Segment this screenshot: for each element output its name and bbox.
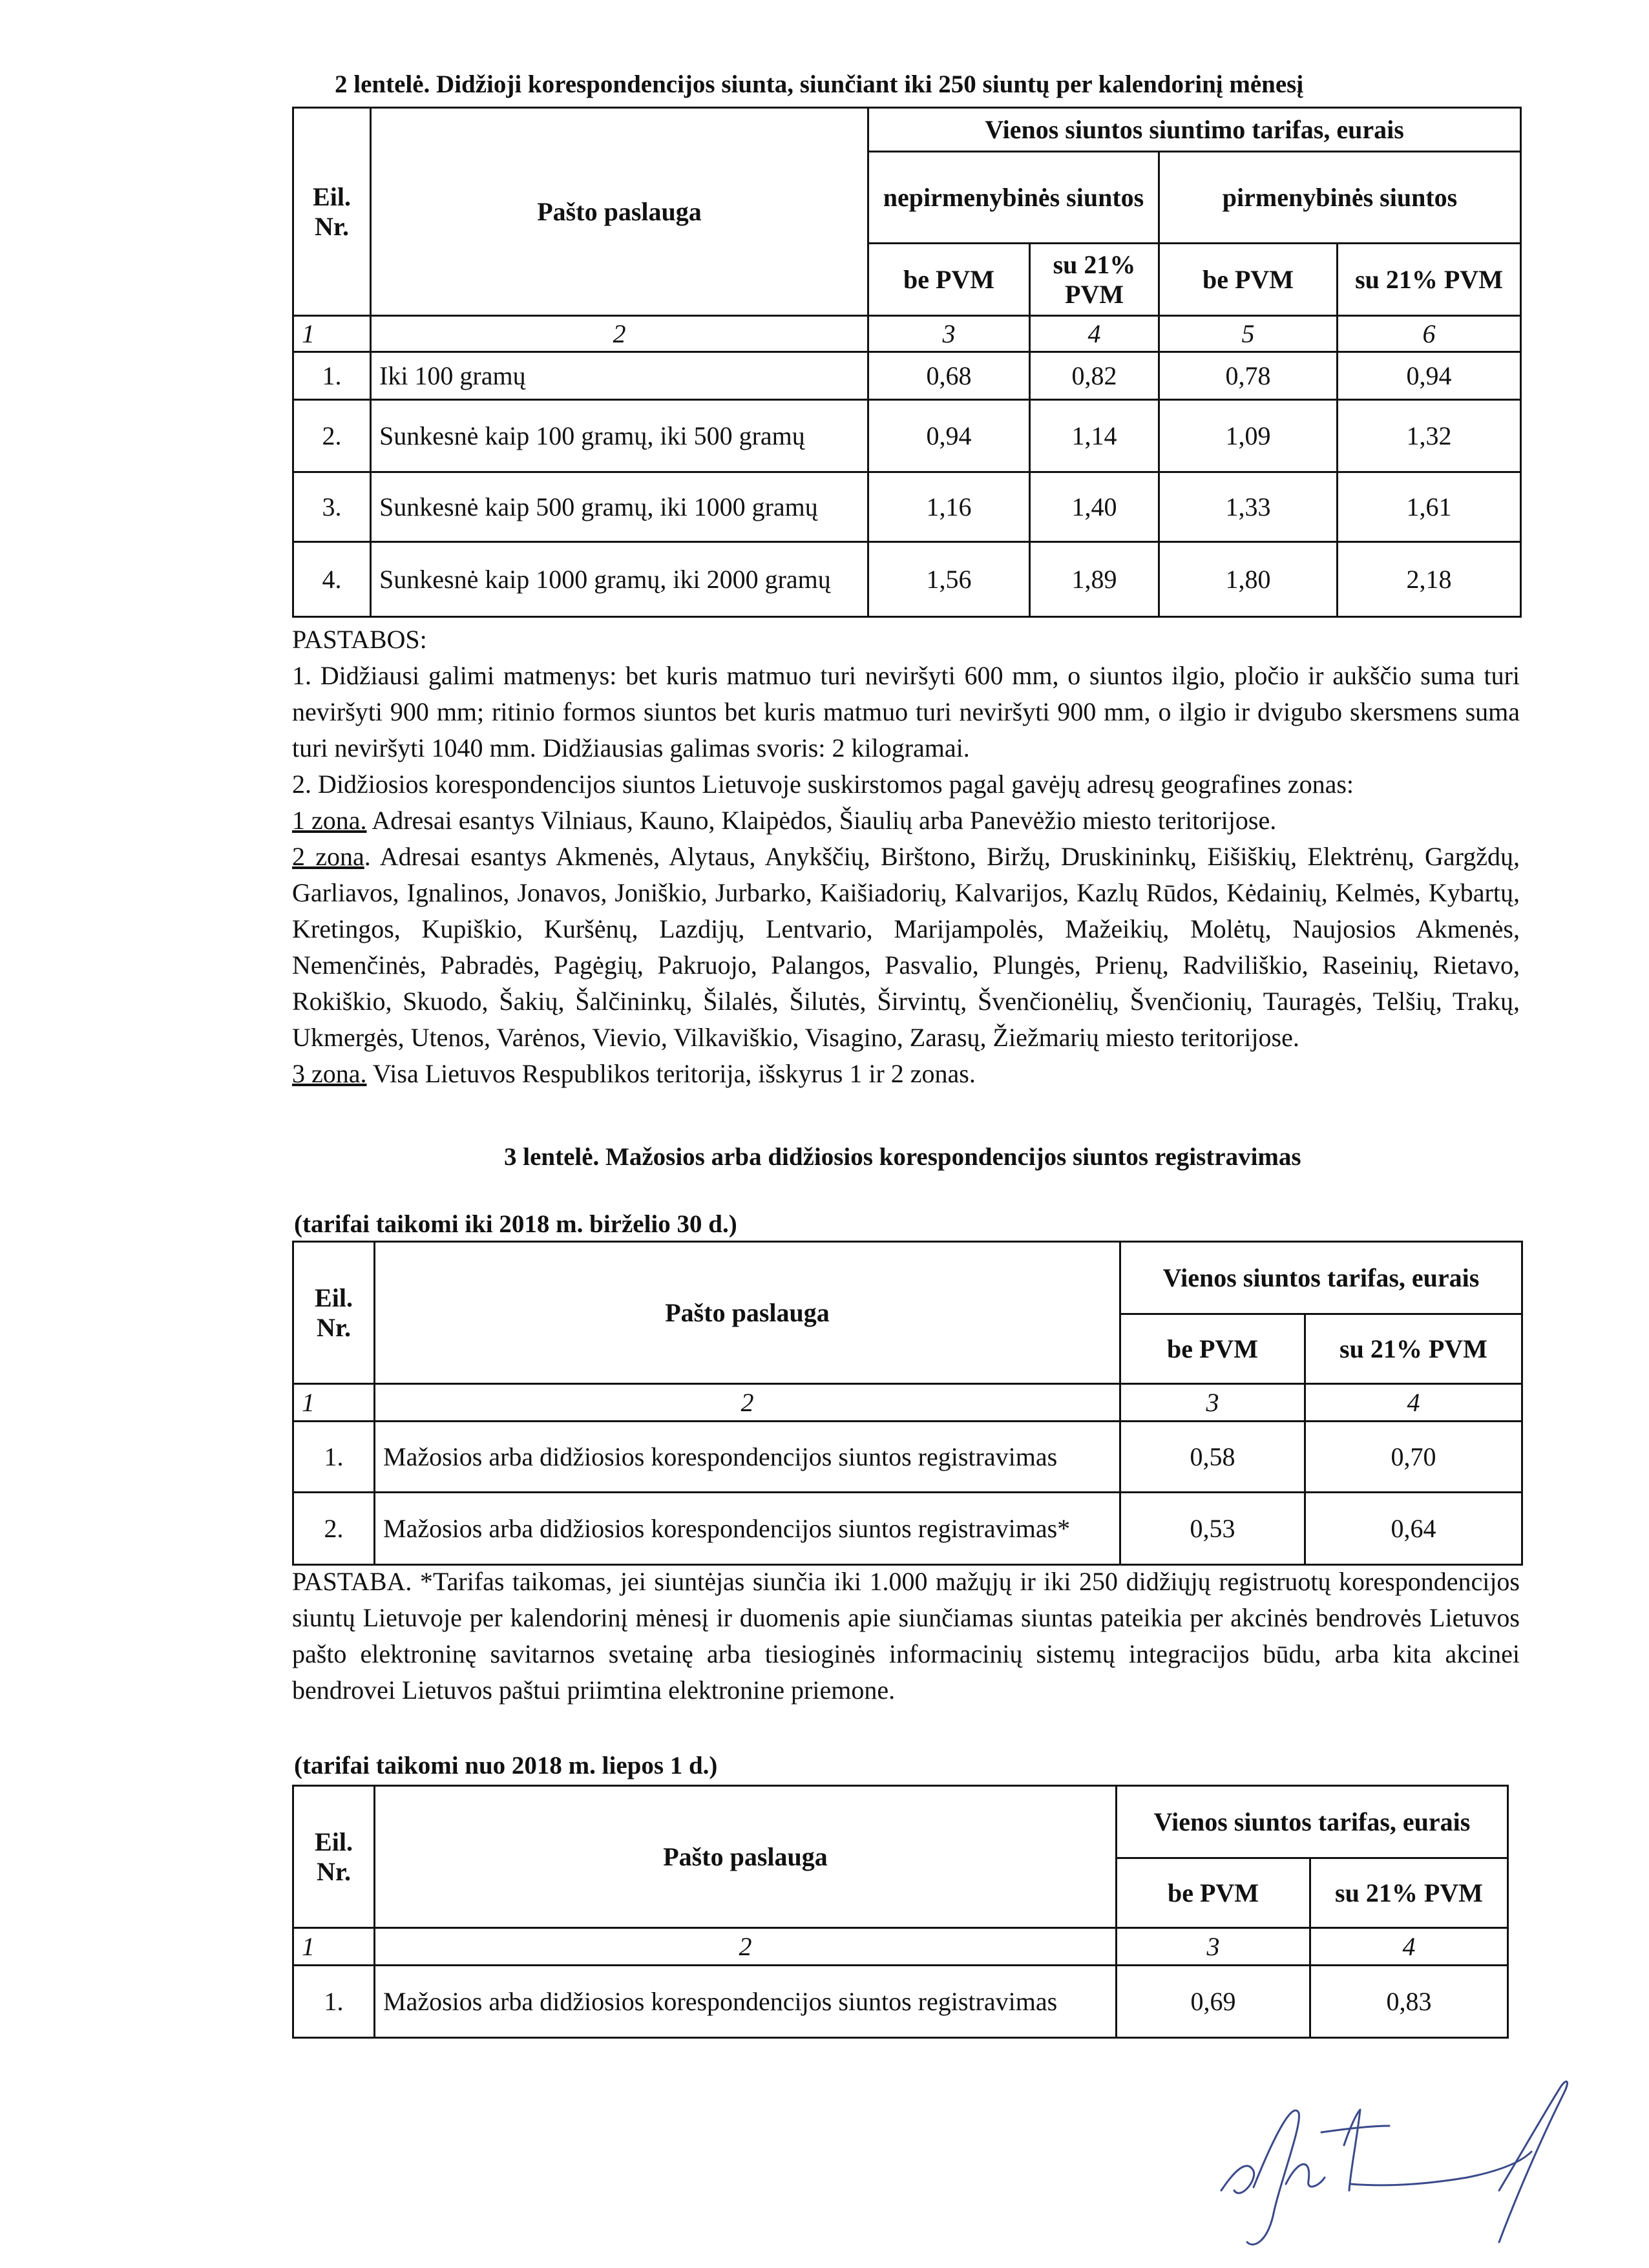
signature-icon [1195,2061,1596,2255]
row-value: 1,33 [1159,472,1338,542]
row-nr: 1. [293,1422,375,1493]
table-row [293,1966,1508,2038]
row-value: 1,61 [1338,472,1521,542]
table3-header-tariff: Vienos siuntos tarifas, eurais [1117,1786,1508,1858]
row-value: 1,80 [1159,542,1338,617]
row-value: 1,16 [868,472,1030,542]
table3-header-novat: be PVM [1117,1858,1310,1928]
table2-header-priority: pirmenybinės siuntos [1159,152,1521,244]
table3-header-nr: Eil. Nr. [293,1242,375,1384]
table3-colnum: 1 [293,1928,375,1966]
table3-note-text: PASTABA. *Tarifas taikomas, jei siuntėjas siunčia iki 1.000 mažųjų ir iki 250 didžiųjų registruotų korespondencijos siuntų Lietuvoje per kalendorinį mėnesį ir duomenis apie siunčiamas siuntas pateikia per akcinės bendrovės Lietuvos pašto elektroninę savitarnos svetainę arba tiesioginės informacinių sistemų integracijos būdu, arba kita akcinei bendrovei Lietuvos paštui priimtina elektronine priemone. [292,1567,1520,1705]
table2-header-vat: su 21% PVM [1338,244,1521,316]
row-nr: 1. [293,352,371,400]
table2-header-vat: su 21% PVM [1030,244,1159,316]
row-service: Iki 100 gramų [371,352,868,400]
zone-3-label: 3 zona. [292,1059,367,1088]
table-row [293,1493,1522,1565]
table2-colnum: 2 [371,316,868,352]
row-value: 2,18 [1338,542,1521,617]
table2-header-nonpriority: nepirmenybinės siuntos [868,152,1159,244]
row-service: Mažosios arba didžiosios korespondencijos siuntos registravimas [375,1966,1117,2038]
table3-header-service: Pašto paslauga [375,1786,1117,1928]
table3-header-vat: su 21% PVM [1305,1314,1522,1384]
notes-heading: PASTABOS: [292,625,427,654]
table2-colnum: 1 [293,316,371,352]
row-nr: 3. [293,472,371,542]
row-value: 0,78 [1159,352,1338,400]
row-service: Sunkesnė kaip 100 gramų, iki 500 gramų [371,400,868,472]
table3-colnum: 2 [375,1928,1117,1966]
table3-colnum: 4 [1310,1928,1508,1966]
row-value: 0,83 [1310,1966,1508,2038]
table3-colnum: 2 [375,1384,1120,1422]
table-row [293,400,1521,472]
table2-header-novat: be PVM [1159,244,1338,316]
row-nr: 2. [293,400,371,472]
row-value: 0,64 [1305,1493,1522,1565]
row-value: 0,58 [1120,1422,1305,1493]
row-service: Sunkesnė kaip 1000 gramų, iki 2000 gramų [371,542,868,617]
zone-1-label: 1 zona. [292,806,367,835]
table3-header-nr: Eil. Nr. [293,1786,375,1928]
table3-colnum: 4 [1305,1384,1522,1422]
table2-header-service: Pašto paslauga [371,108,868,316]
table3-note [292,1564,1520,1708]
notes [292,622,1520,1092]
table3-colnum: 1 [293,1384,375,1422]
note-1: 1. Didžiausi galimi matmenys: bet kuris matmuo turi neviršyti 600 mm, o siuntos ilgio, pločio ir aukščio suma turi neviršyti 900 mm; ritinio formos siuntos bet kuris matmuo turi neviršyti 900 mm, o ilgio ir dvigubo skersmens suma turi neviršyti 1040 mm. Didžiausias galimas svoris: 2 kilogramai. [292,661,1520,762]
row-value: 1,32 [1338,400,1521,472]
table-row [293,1422,1522,1493]
table3-b [292,1785,1509,2039]
table3-subtitle-2: (tarifai taikomi nuo 2018 m. liepos 1 d.) [294,1752,718,1780]
table2 [292,107,1522,618]
table2-title: 2 lentelė. Didžioji korespondencijos siunta, siunčiant iki 250 siuntų per kalendorinį mėnesį [335,70,1304,98]
row-value: 0,94 [1338,352,1521,400]
row-nr: 2. [293,1493,375,1565]
table3-a [292,1241,1523,1566]
table2-header-novat: be PVM [868,244,1030,316]
row-value: 0,94 [868,400,1030,472]
table2-colnum: 6 [1338,316,1521,352]
zone-1 [292,803,1520,839]
table-row [293,352,1521,400]
table3-subtitle-1: (tarifai taikomi iki 2018 m. birželio 30 d.) [294,1210,737,1238]
row-value: 1,56 [868,542,1030,617]
table2-header-tariff: Vienos siuntos siuntimo tarifas, eurais [868,108,1521,152]
zone-3-text: Visa Lietuvos Respublikos teritorija, išskyrus 1 ir 2 zonas. [366,1059,976,1088]
table3-header-service: Pašto paslauga [375,1242,1120,1384]
row-service: Mažosios arba didžiosios korespondencijos siuntos registravimas* [375,1493,1120,1565]
row-value: 1,40 [1030,472,1159,542]
table2-header-nr: Eil. Nr. [293,108,371,316]
zone-2-label: 2 zona [292,842,364,871]
row-value: 0,68 [868,352,1030,400]
table2-colnum: 4 [1030,316,1159,352]
table3-header-vat: su 21% PVM [1310,1858,1508,1928]
table3-title: 3 lentelė. Mažosios arba didžiosios korespondencijos siuntos registravimas [504,1143,1301,1171]
table-row [293,542,1521,617]
row-value: 0,69 [1117,1966,1310,2038]
row-value: 0,70 [1305,1422,1522,1493]
table2-colnum: 3 [868,316,1030,352]
note-2: 2. Didžiosios korespondencijos siuntos Lietuvoje suskirstomos pagal gavėjų adresų geografines zonas: [292,770,1354,799]
row-value: 1,14 [1030,400,1159,472]
row-value: 1,89 [1030,542,1159,617]
row-service: Mažosios arba didžiosios korespondencijos siuntos registravimas [375,1422,1120,1493]
zone-2-text: . Adresai esantys Akmenės, Alytaus, Anykščių, Birštono, Biržų, Druskininkų, Eišiškių, Elektrėnų, Gargždų, Garliavos, Ignalinos, Jonavos, Joniškio, Jurbarko, Kaišiadorių, Kalvarijos, Kazlų Rūdos, Kėdainių, Kelmės, Kybartų, Kretingos, Kupiškio, Kuršėnų, Lazdijų, Lentvario, Marijampolės, Mažeikių, Molėtų, Naujosios Akmenės, Nemenčinės, Pabradės, Pagėgių, Pakruojo, Palangos, Pasvalio, Plungės, Prienų, Radviliškio, Raseinių, Rietavo, Rokiškio, Skuodo, Šakių, Šalčininkų, Šilalės, Šilutės, Širvintų, Švenčionėlių, Švenčionių, Tauragės, Telšių, Trakų, Ukmergės, Utenos, Varėnos, Vievio, Vilkaviškio, Visagino, Zarasų, Žiežmarių miesto teritorijose. [292,842,1520,1052]
table2-colnum: 5 [1159,316,1338,352]
table3-colnum: 3 [1117,1928,1310,1966]
row-value: 1,09 [1159,400,1338,472]
zone-1-text: Adresai esantys Vilniaus, Kauno, Klaipėdos, Šiaulių arba Panevėžio miesto teritorijose. [366,806,1277,835]
row-value: 0,82 [1030,352,1159,400]
row-nr: 1. [293,1966,375,2038]
table3-header-tariff: Vienos siuntos tarifas, eurais [1120,1242,1522,1314]
row-service: Sunkesnė kaip 500 gramų, iki 1000 gramų [371,472,868,542]
zone-2 [292,839,1520,1056]
zone-3 [292,1056,1520,1092]
row-nr: 4. [293,542,371,617]
table-row [293,472,1521,542]
table3-header-novat: be PVM [1120,1314,1305,1384]
row-value: 0,53 [1120,1493,1305,1565]
table3-colnum: 3 [1120,1384,1305,1422]
